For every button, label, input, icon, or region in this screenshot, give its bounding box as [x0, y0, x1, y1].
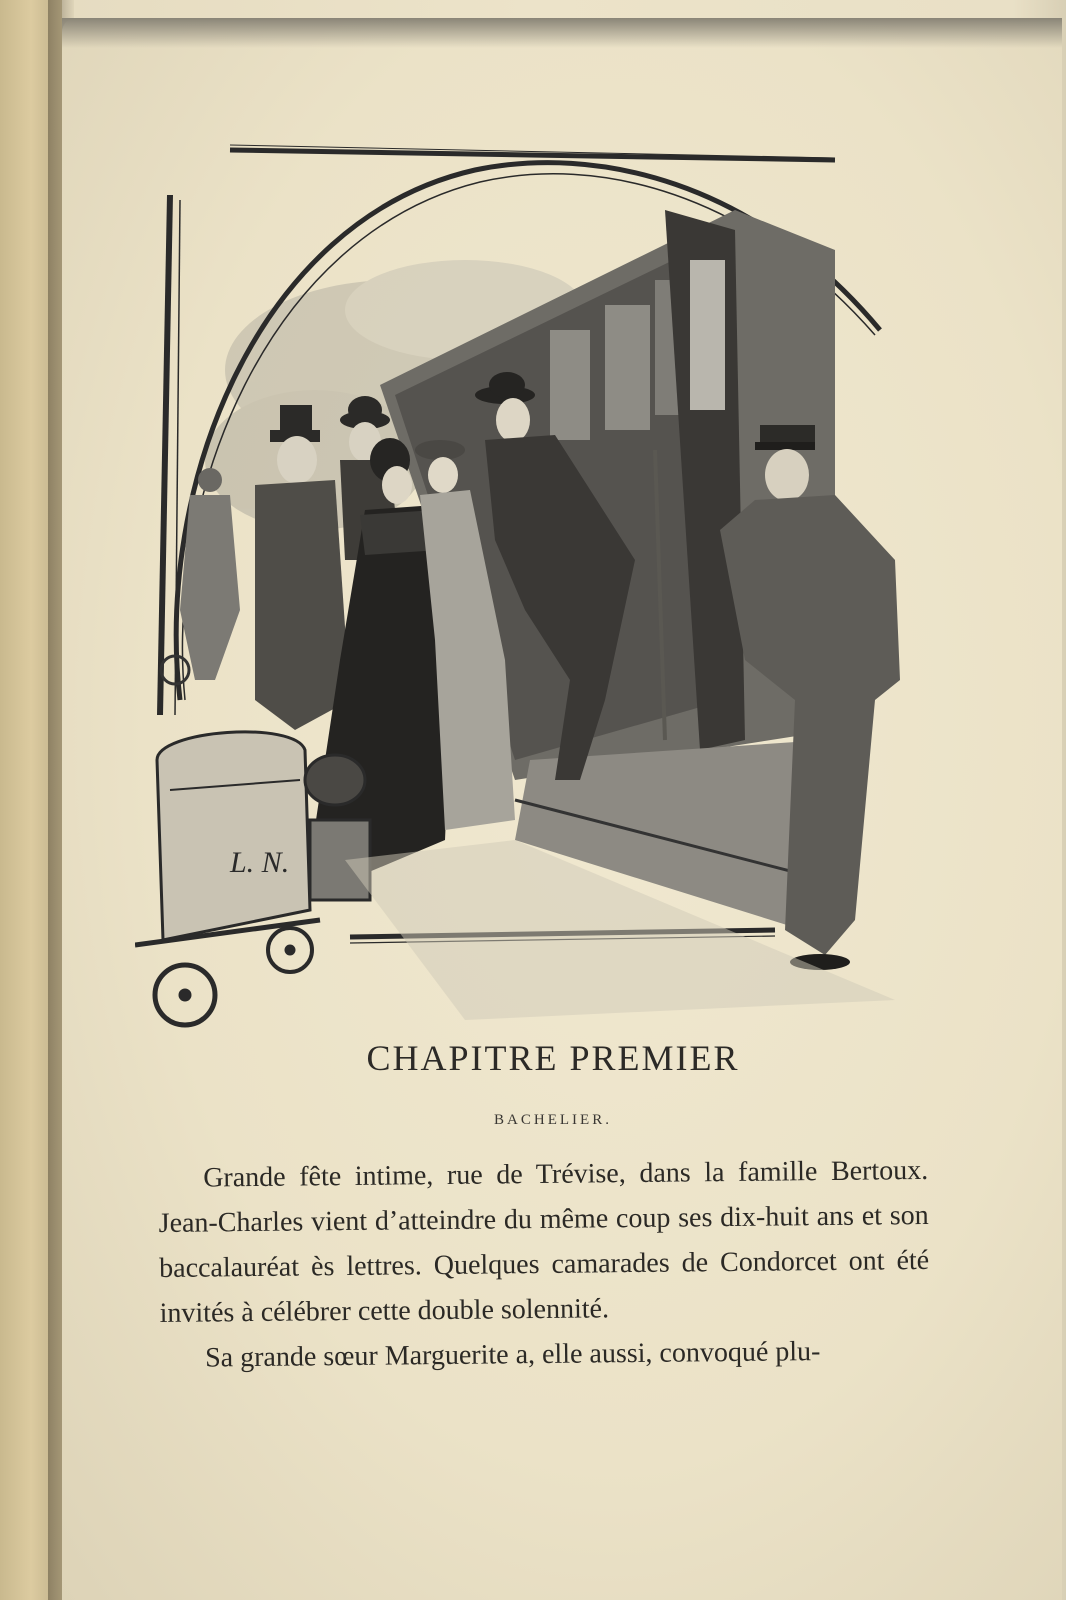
paragraph-2: Sa grande sœur Marguerite a, elle aussi, convoqué plu-: [204, 1336, 821, 1374]
paragraph-1: Grande fête intime, rue de Trévise, dans la famille Bertoux. Jean-Charles vient d’atteindre du même coup ses dix-huit ans et son baccalauréat ès lettres. Quelques camarades de Condorcet ont été invités à célébrer cette double solennité.: [158, 1154, 930, 1329]
chapter-title: CHAPITRE PREMIER: [366, 1038, 740, 1078]
trunk-initials: L. N.: [230, 846, 290, 879]
body-text: [158, 1148, 930, 1381]
top-shadow: [62, 18, 1062, 48]
chapter-subtitle: BACHELIER.: [494, 1112, 612, 1128]
engraving-illustration: [135, 140, 925, 1040]
figure-porter-left: [161, 468, 240, 684]
